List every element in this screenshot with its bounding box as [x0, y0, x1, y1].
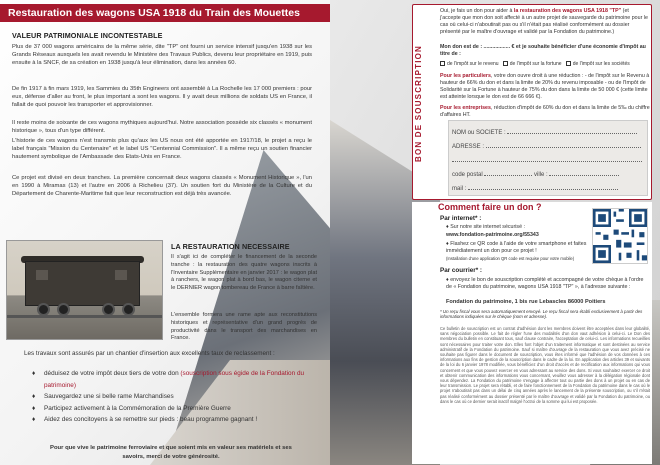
tax-options	[440, 61, 630, 67]
donation-intro: Oui, je fais un don pour aider à la restauration des wagons USA 1918 "TP" (et j'accepte que mon don soit affecté à un autre projet de sauvegarde du patrimoine pour le cas où celui-ci n'aboutirait pas ou s'il n'était pas réalisé conformément au dossier présenté par le maître d'ouvrage et validé par la Fondation du patrimoine.)	[440, 8, 648, 35]
courrier-title: Par courrier* :	[440, 267, 482, 274]
vertical-title: BON DE SOUSCRIPTION	[414, 44, 423, 162]
checkbox-societes[interactable]: de l'impôt sur les sociétés	[566, 61, 630, 67]
section-title-restauration: LA RESTAURATION NECESSAIRE	[171, 242, 290, 251]
list-item: ♦ Sauvegardez une si belle rame Marchandises	[32, 391, 330, 403]
paragraph-6: Il s'agit ici de compléter le financement de la seconde tranche : la restauration des quatre wagons inscrits à l'Inventaire Supplémentaire en janvier 2017 : le wagon plat à ranchers, le wagon plat à bord bas, le wagon citerne et le DERNIER wagon tombereau de France à barre faîtière.	[171, 254, 317, 292]
list-item: ♦ Aidez des concitoyens à se remettre sur pieds : beau programme gagnant !	[32, 414, 330, 426]
address-field[interactable]: ADRESSE :	[452, 142, 641, 150]
name-field[interactable]: NOM ou SOCIETE :	[452, 128, 637, 136]
paragraph-7: L'ensemble formera une rame apte aux reconstitutions historiques et représentative d'un grand progrès de productivité dans le transport des marchandises en France.	[171, 312, 317, 342]
page-title: Restauration des wagons USA 1918 du Train des Mouettes	[0, 4, 330, 22]
internet-title: Par internet* :	[440, 215, 482, 222]
qr-code[interactable]	[592, 208, 648, 264]
list-item: ♦ déduisez de votre impôt deux tiers de votre don (souscription sous égide de la Fondation du patrimoine)	[32, 368, 330, 391]
section-title-valeur: VALEUR PATRIMONIALE INCONTESTABLE	[12, 31, 163, 40]
qr-code-icon	[593, 209, 647, 263]
benefits-list	[32, 368, 330, 426]
courrier-text: ♦ envoyez le bon de souscription complété et accompagné de votre chèque à l'ordre de « Fondation du patrimoine, wagons USA 1918 "TP" », à l'adresse suivante :	[446, 277, 644, 290]
wagon-body	[25, 261, 140, 306]
paragraph-4: L'historie de ces wagons n'est transmis plus qu'aux les US nous ont été apportée en 1917/18, le projet a reçu le label français "Mission du Centenaire" et le label US "Centennial Commission". Il a même reçu un soutien financier hautement symbolique de l'Ambassade des Etats-Unis en France.	[12, 138, 312, 161]
paragraph-3: Il reste moins de soixante de ces wagons mythiques aujourd'hui. Notre association possède six classés « monument historique », tous d'un type différent.	[12, 120, 312, 135]
checkbox-revenu[interactable]: de l'impôt sur le revenu	[440, 61, 499, 67]
checkbox-fortune[interactable]: de l'impôt sur la fortune	[503, 61, 562, 67]
tax-receipt-note: * Un reçu fiscal vous sera automatiquement envoyé. Le reçu fiscal sera établi exclusivement à partir des informations indiquées sur le chèque (nom et adresse).	[440, 309, 643, 320]
email-field[interactable]: mail :	[452, 184, 618, 192]
paragraph-1: Plus de 37 000 wagons américains de la même série, dite "TP" ont fourni un service intensif jusqu'en 1938 sur les Grands Réseaux auxquels les avait revendu le Ministère des Travaux Publics, devenu leur propriétaire en 1919, puis ensuite à la SNCF, de sa création en 1938 jusqu'à leur élimination, dans les années 60.	[12, 44, 312, 67]
internet-text: ♦ Sur notre site internet sécurisé :	[446, 224, 525, 230]
how-to-donate-title: Comment faire un don ?	[438, 202, 542, 212]
amount-line: Mon don est de : .................. € et je souhaite bénéficier d'une économie d'impôt au titre de :	[440, 44, 646, 57]
mailing-address: Fondation du patrimoine, 1 bis rue Lebascles 86000 Poitiers	[446, 299, 606, 305]
entreprises-text: Pour les entreprises, réduction d'impôt de 60% du don et dans la limite de 5‰ du chiffre d'affaires HT.	[440, 105, 650, 118]
address-field-2[interactable]	[452, 156, 642, 164]
list-item: ♦ Participez activement à la Commémoration de la Première Guerre	[32, 403, 330, 415]
postal-city-field[interactable]: code postal ville :	[452, 170, 619, 178]
donation-link[interactable]: www.fondation-patrimoine.org/55343	[446, 232, 539, 238]
paragraph-5: Ce projet est divisé en deux tranches. La première concernait deux wagons classés « Monument Historique », l'un en 1990 à Miramas (13) et l'autre en 2006 à Richelieu (37). Un soutien fort du Ministère de la Culture et du Département de Charente-Maritime fait que leur reconstruction est déjà très avancée.	[12, 175, 312, 198]
legal-notice: Ce bulletin de souscription est un contrat d'adhésion dont les membres doivent être acceptées dans leur globalité, sans négociation possible. Le fait de régler l'une des modalités d'un don vaut adhésion à celui-ci. Le Don des membres du bulletin en constituant tous, sauf clause contraire, l'acceptation de celui-ci. Les informations recueillies sont nécessaires pour traiter votre don. Elles font l'objet d'un traitement informatique et sont destinées au service administratif de la Fondation du patrimoine. Sauf si maître d'ouvrage de la restauration que vous avez précisé ne souhaite pas figurer dans le document de souscription, vous êtes informé que l'adhésion de vos données à ces informations aux fins de gestion de la souscription dans le cadre de la loi. En application des articles 39 et suivants de la loi du 6 janvier 1978 modifiée, vous bénéficiez d'un droit d'accès et de rectification aux informations qui vous concernent et que vous pouvez exercer en vous adressant au service des dons. Si vous souhaitez exercer ce droit et obtenir communication des informations vous concernant, veuillez vous adresser à la délégation régionale dont vous dépendez. La Fondation du patrimoine s'engage à affecter tout ou partie des dons à un projet ou en cas de leur transmission. Le projet sera rétabli, et de faire fonctionnement de la Fondation du patrimoine dans le cas où le projet n'aboutirait pas dans un délai de cinq années après le lancement de la présente souscription, ou s'il n'était pas réalisé conformément au dossier présenté par le maître d'ouvrage et validé par la Fondation du patrimoine, ou dans le cas où ce dernier serait inactif malgré l'octroi de la somme qui lui est proposée.	[440, 326, 650, 404]
particuliers-text: Pour les particuliers, votre don ouvre droit à une réduction : - de l'impôt sur le Revenu à hauteur de 66% du don et dans la limite de 20% du revenu imposable - ou de l'Impôt de Solidarité sur la Fortune à hauteur de 75% du don dans la limite de 50 000 € (cette limite est atteinte lorsque le don est de 66 666 €).	[440, 73, 650, 100]
closing-message: Pour que vive le patrimoine ferroviaire et que soient mis en valeur ses matériels et ses savoirs, merci de votre générosité.	[50, 445, 292, 460]
wagon-photo	[6, 240, 163, 340]
paragraph-2: De fin 1917 à fin mars 1919, les Sammies du 35th Engineers ont assemblé à La Rochelle les 17 000 premiers : pour eux, défense d'aller au front, le plus important a sont les wagons. Il y avait deux millions de soldats US en France, il fallait de quoi pouvoir les transporter et approvisionner.	[12, 86, 312, 109]
rail	[7, 315, 163, 318]
paragraph-8: Les travaux sont assurés par un chantier d'insertion aux excellents taux de reclassement :	[24, 350, 275, 357]
qr-instruction: ♦ Flashez ce QR code à l'aide de votre smartphone et faites immédiatement un don pour ce projet !	[446, 241, 587, 254]
qr-note: (Installation d'une application QR code est requise pour votre mobile)	[446, 256, 575, 261]
